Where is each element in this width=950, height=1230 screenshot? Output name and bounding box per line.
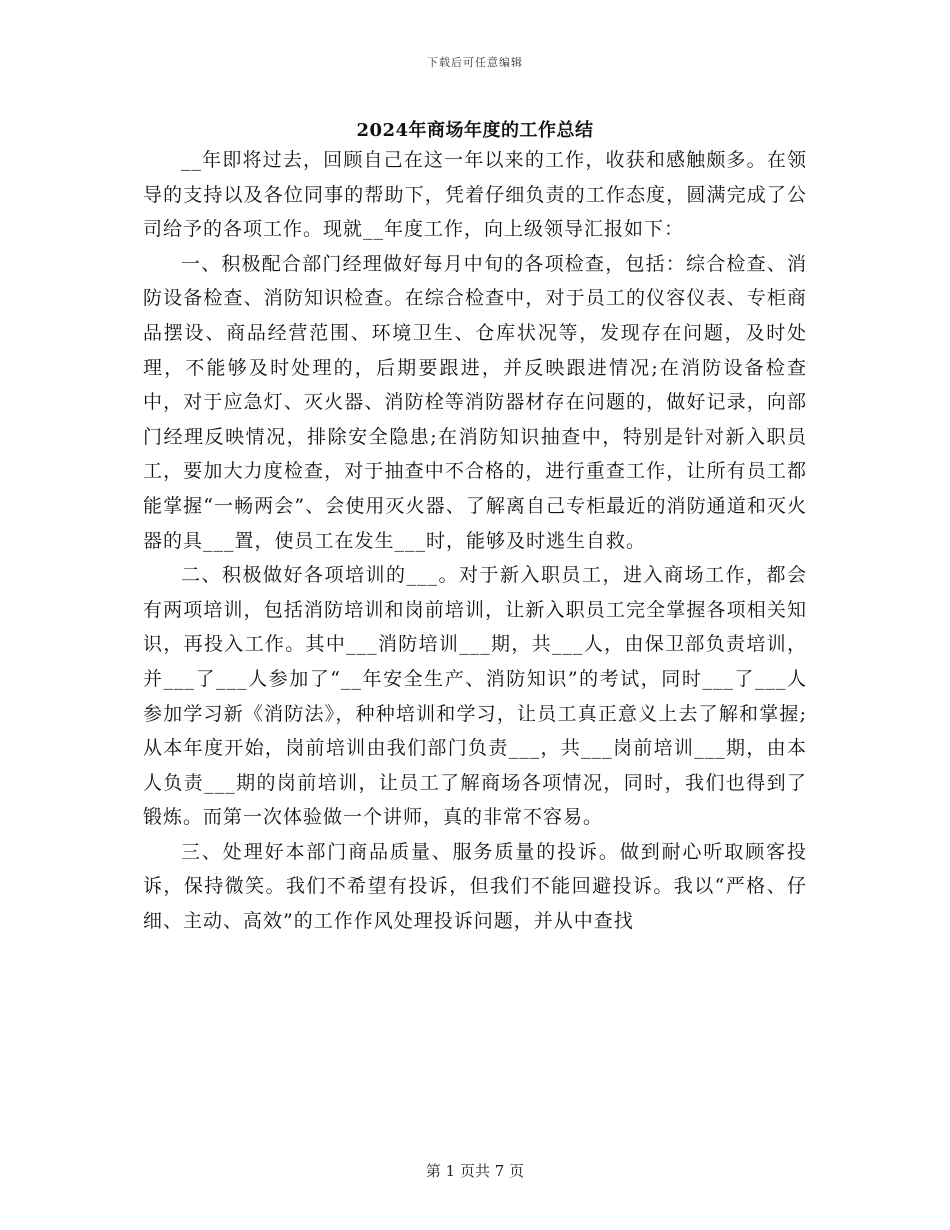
paragraph-section-1: 一、积极配合部门经理做好每月中旬的各项检查，包括：综合检查、消防设备检查、消防知识检查。在综合检查中，对于员工的仪容仪表、专柜商品摆设、商品经营范围、环境卫生、仓库状况等，发现存在问题，及时处理，不能够及时处理的，后期要跟进，并反映跟进情况;在消防设备检查中，对于应急灯、灭火器、消防栓等消防器材存在问题的，做好记录，向部门经理反映情况，排除安全隐患;在消防知识抽查中，特别是针对新入职员工，要加大力度检查，对于抽查中不合格的，进行重查工作，让所有员工都能掌握“一畅两会”、会使用灭火器、了解离自己专柜最近的消防通道和灭火器的具___置，使员工在发生___时，能够及时逃生自救。 <box>143 252 807 552</box>
paragraph-section-3: 三、处理好本部门商品质量、服务质量的投诉。做到耐心听取顾客投诉，保持微笑。我们不希望有投诉，但我们不能回避投诉。我以“严格、仔细、主动、高效”的工作作风处理投诉问题，并从中查找 <box>143 840 807 933</box>
document-title: 2024年商场年度的工作总结 <box>356 120 594 141</box>
document-body <box>143 143 807 939</box>
paragraph-section-2: 二、积极做好各项培训的___。对于新入职员工，进入商场工作，都会有两项培训，包括消防培训和岗前培训，让新入职员工完全掌握各项相关知识，再投入工作。其中___消防培训___期，共___人，由保卫部负责培训，并___了___人参加了“__年安全生产、消防知识”的考试，同时___了___人参加学习新《消防法》，种种培训和学习，让员工真正意义上去了解和掌握;从本年度开始，岗前培训由我们部门负责___，共___岗前培训___期，由本人负责___期的岗前培训，让员工了解商场各项情况，同时，我们也得到了锻炼。而第一次体验做一个讲师，真的非常不容易。 <box>143 564 807 829</box>
header-note: 下载后可任意编辑 <box>427 56 523 69</box>
paragraph-intro: __年即将过去，回顾自己在这一年以来的工作，收获和感触颇多。在领导的支持以及各位同事的帮助下，凭着仔细负责的工作态度，圆满完成了公司给予的各项工作。现就__年度工作，向上级领导汇报如下： <box>143 149 807 241</box>
page-footer: 第 1 页共 7 页 <box>425 1162 525 1180</box>
